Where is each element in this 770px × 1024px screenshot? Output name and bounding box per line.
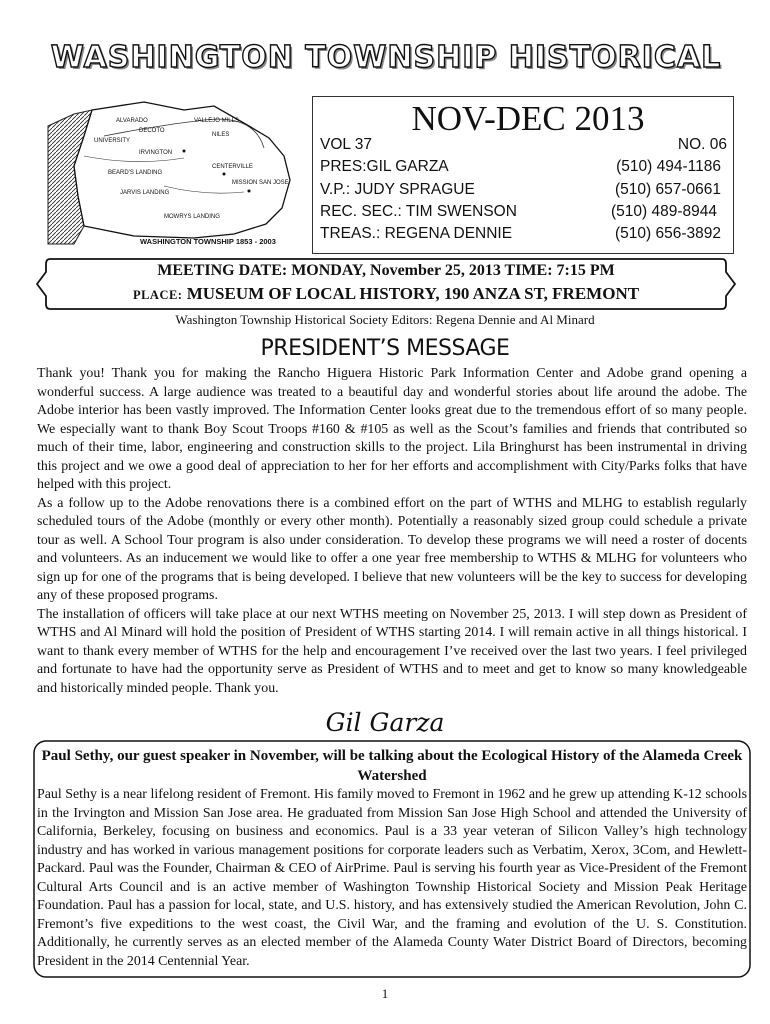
speaker-headline: Paul Sethy, our guest speaker in November, will be talking about the Ecological History of the Alameda Creek Watershed xyxy=(41,748,743,784)
issue-info-box xyxy=(312,96,734,254)
volume-row xyxy=(320,135,727,155)
officer-label: V.P.: JUDY SPRAGUE xyxy=(320,181,475,198)
meeting-date: MEETING DATE: MONDAY, November 25, 2013 TIME: 7:15 PM xyxy=(157,262,615,279)
map-label: ALVARADO xyxy=(116,118,148,124)
officer-phone: (510) 489-8944 xyxy=(611,203,717,220)
map-label: VALLEJO MILLS xyxy=(194,118,239,124)
map-label: JARVIS LANDING xyxy=(120,190,170,196)
map-label: IRVINGTON xyxy=(139,150,173,156)
officer-row xyxy=(320,157,727,177)
officer-label: PRES:GIL GARZA xyxy=(320,158,449,175)
meeting-banner xyxy=(36,258,736,310)
editors-line: Washington Township Historical Society Editors: Regena Dennie and Al Minard xyxy=(175,312,595,327)
paragraph: The installation of officers will take place at our next WTHS meeting on November 25, 2013. I will step down as President of WTHS and Al Minard will hold the position of President of WTHS starting 2014. I will remain active in all things historical. I want to thank every member of WTHS for the help and encouragement I’ve received over the last two years. I feel privileged and fortunate to have had the opportunity serve as President of WTHS and to meet and get to know so many knowledgeable and historically minded people. Thank you. xyxy=(37,606,747,696)
map-label: UNIVERSITY xyxy=(94,138,131,144)
place-label: PLACE: xyxy=(132,288,183,302)
speaker-box xyxy=(33,740,751,978)
issue-title: NOV-DEC 2013 xyxy=(411,99,645,138)
map-label: MISSION SAN JOSE xyxy=(232,180,289,186)
township-map xyxy=(44,96,314,256)
officer-label: REC. SEC.: TIM SWENSON xyxy=(320,203,517,220)
paragraph: Thank you! Thank you for making the Rancho Higuera Historic Park Information Center and Adobe grand opening a wonderful success. A large audience was treated to a beautiful day and wonderful stories about life around the adobe. The Adobe interior has been vastly improved. The Information Center looks great due to the tremendous effort of so many people. We especially want to thank Boy Scout Troops #160 & #105 as well as the Scout’s families and friends that contributed so much of their time, labor, engineering and construction skills to the project. Lila Bringhurst has been instrumental in driving this project and we owe a good deal of appreciation to her for her efforts and accomplishment with City/Parks folks that have helped with this project. xyxy=(37,366,747,492)
map-label: DECOTO xyxy=(139,128,165,134)
officer-phone: (510) 657-0661 xyxy=(615,181,721,198)
masthead-title: WASHINGTON TOWNSHIP HISTORICAL xyxy=(50,40,722,75)
officer-row xyxy=(320,202,727,222)
issue-number: NO. 06 xyxy=(677,136,727,153)
officer-phone: (510) 494-1186 xyxy=(616,158,721,175)
map-label: CENTERVILLE xyxy=(212,164,253,170)
signature: Gil Garza xyxy=(325,708,445,737)
officer-row xyxy=(320,224,727,244)
map-label: MOWRYS LANDING xyxy=(164,214,220,220)
paragraph: As a follow up to the Adobe renovations there is a combined effort on the part of WTHS and MLHG to establish regularly scheduled tours of the Adobe (monthly or every other month). Potentially a reasonably sized group could schedule a private tour as well. A School Tour program is also under consideration. To develop these programs we will need a roster of docents and volunteers. As an inducement we would like to offer a one year free membership to WTHS & MLHG for volunteers who sign up for one of the programs that is being developed. I believe that new volunteers will be the key to success for developing any of these proposed programs. xyxy=(37,495,747,603)
president-message-title: PRESIDENT’S MESSAGE xyxy=(260,336,510,361)
officer-row xyxy=(320,180,727,200)
map-caption: WASHINGTON TOWNSHIP 1853 - 2003 xyxy=(140,237,276,246)
map-label: BEARD'S LANDING xyxy=(108,170,163,176)
president-message-body xyxy=(37,365,747,698)
page-number: 1 xyxy=(381,986,389,1001)
officer-phone: (510) 656-3892 xyxy=(615,225,721,242)
volume: VOL 37 xyxy=(320,136,372,153)
speaker-bio: Paul Sethy is a near lifelong resident of Fremont. His family moved to Fremont in 1962 and he grew up attending K-12 schools in the Irvington and Mission San Jose area. He graduated from Mission San Jose High School and attended the University of California, Berkeley, focusing on business and economics. Paul is a 33 year veteran of Silicon Valley’s high technology industry and has worked in various management positions for corporate leaders such as Verbatim, Xerox, 3Com, and Hewlett-Packard. Paul was the Founder, Chairman & CEO of AirPrime. Paul is serving his fourth year as Vice-President of the Fremont Cultural Arts Council and is an active member of Washington Township Historical Society and Mission Peak Heritage Foundation. Paul has a passion for local, state, and U.S. history, and has extensively studied the American Revolution, John C. Fremont’s five expeditions to the west coast, the Civil War, and the framing and evolution of the U. S. Constitution. Additionally, he currently serves as an elected member of the Alameda County Water District Board of Directors, becoming President in the 2014 Centennial Year. xyxy=(37,787,747,969)
meeting-place: MUSEUM OF LOCAL HISTORY, 190 ANZA ST, FREMONT xyxy=(186,284,640,303)
map-label: NILES xyxy=(212,132,230,138)
meeting-place-line xyxy=(36,283,736,306)
officer-label: TREAS.: REGENA DENNIE xyxy=(320,225,513,242)
